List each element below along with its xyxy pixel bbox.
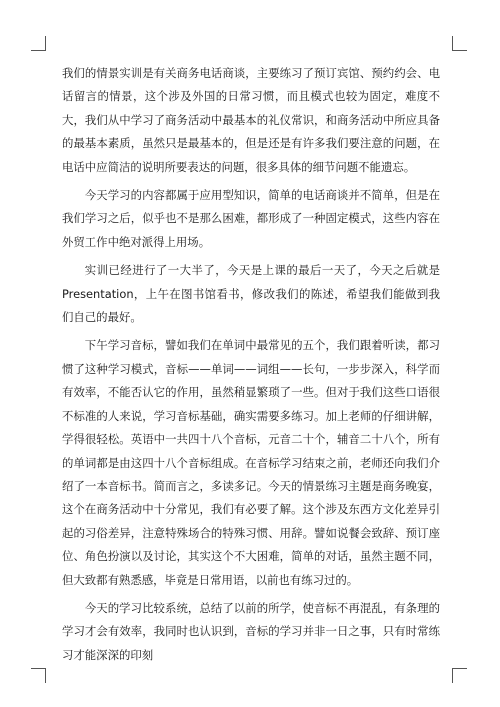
paragraph-1: 我们的情景实训是有关商务电话商谈，主要练习了预订宾馆、预约约会、电话留言的情景，这个涉及外国的日常习惯，而且模式也较为固定，难度不大，我们从中学习了商务活动中最基本的礼仪常识，和商务活动中所应具备的最基本素质，虽然只是最基本的，但是还是有许多我们要注意的问题，在电话中应简洁的说明所要表达的问题，很多具体的细节问题不能遗忘。 <box>62 66 440 174</box>
crop-mark-bottom-right <box>452 668 467 683</box>
paragraph-2: 今天学习的内容都属于应用型知识，简单的电话商谈并不简单，但是在我们学习之后，似乎也不是那么困难，都形成了一种固定模式，这些内容在外贸工作中绝对派得上用场。 <box>62 188 440 249</box>
crop-mark-top-left <box>31 36 46 51</box>
document-body <box>62 62 440 672</box>
crop-mark-top-right <box>452 36 467 51</box>
paragraph-3: 实训已经进行了一大半了，今天是上课的最后一天了，今天之后就是Presentation，上午在图书馆看书，修改我们的陈述，希望我们能做到我们自己的最好。 <box>62 263 440 325</box>
paragraph-5: 今天的学习比较系统，总结了以前的所学，使音标不再混乱，有条理的学习才会有效率，我同时也认识到，音标的学习并非一日之事，只有时常练习才能深深的印刻 <box>62 600 440 662</box>
crop-mark-bottom-left <box>31 668 46 683</box>
paragraph-4: 下午学习音标，譬如我们在单词中最常见的五个，我们跟着听读，都习惯了这种学习模式，音标——单词——词组——长句，一步步深入，科学而有效率，不能否认它的作用，虽然稍显繁琐了一些。但对于我们这些口语很不标准的人来说，学习音标基础，确实需要多练习。加上老师的仔细讲解，学得很轻松。英语中一共四十八个音标，元音二十个，辅音二十八个，所有的单词都是由这四十八个音标组成。在音标学习结束之前，老师还向我们介绍了一本音标书。简而言之，多读多记。今天的情景练习主题是商务晚宴，这个在商务活动中十分常见，我们有必要了解。这个涉及东西方文化差异引起的习俗差异，注意特殊场合的特殊习惯、用辞。譬如说餐会致辞、预订座位、角色扮演以及讨论，其实这个不大困难，简单的对话，虽然主题不同，但大致都有熟悉感，毕竟是日常用语，以前也有练习过的。 <box>62 338 440 587</box>
